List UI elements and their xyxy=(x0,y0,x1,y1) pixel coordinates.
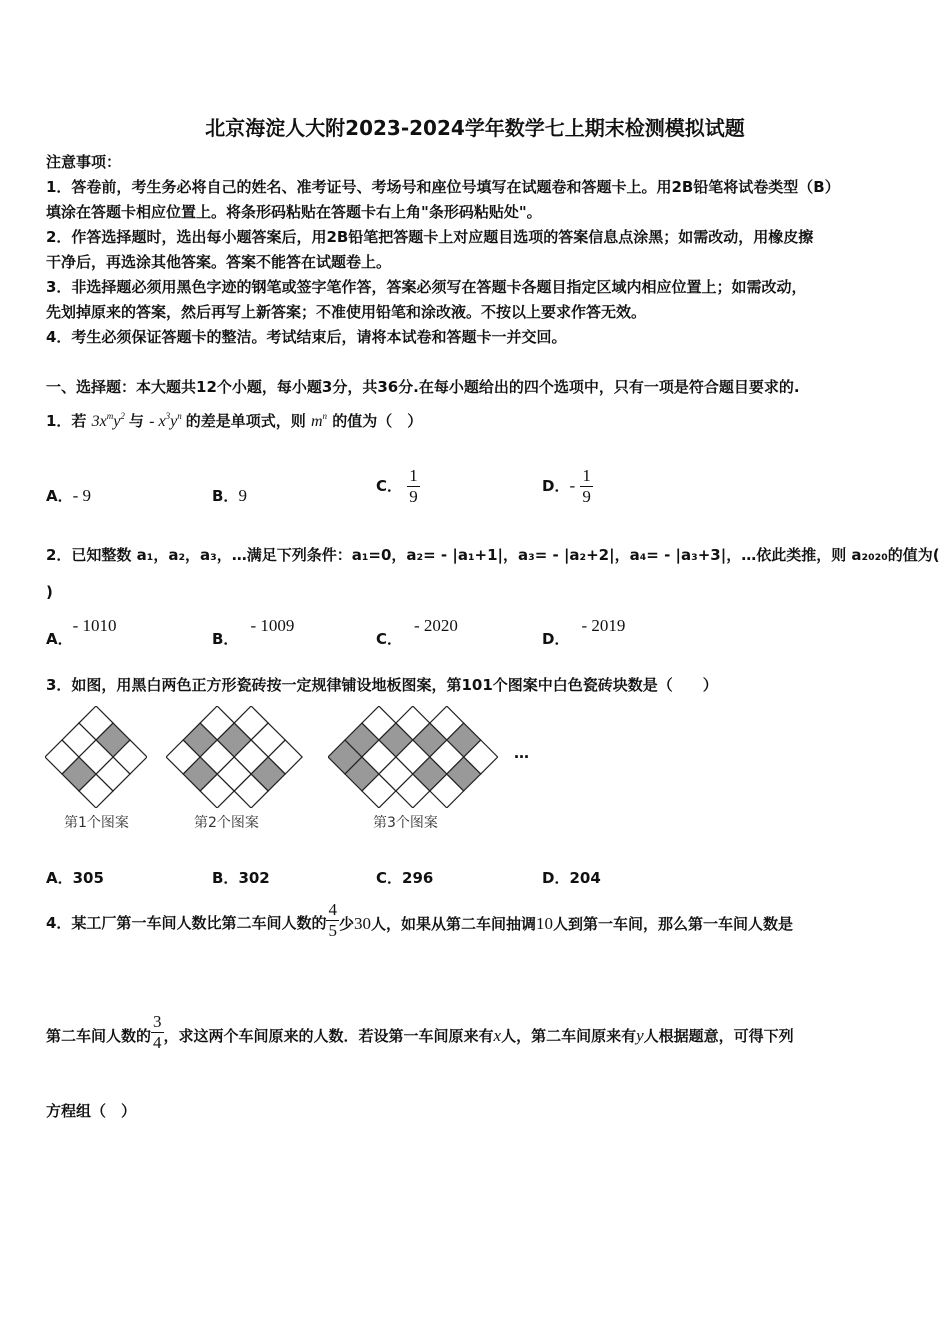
q1-option-b[interactable]: B．9 xyxy=(212,486,247,505)
question-2-stem: 2．已知整数 a₁，a₂，a₃，…满足下列条件：a₁=0，a₂= - |a₁+1|，a₃= - |a₂+2|，a₄= - |a₃+3|，…依此类推，则 a₂₀₂₀的值为( xyxy=(46,546,940,564)
q1-option-d[interactable]: D．- $\frac{1}{9}$ xyxy=(542,466,591,506)
q3-option-a[interactable]: A．305 xyxy=(46,869,104,887)
q2-option-b[interactable]: B．- 1009 xyxy=(212,616,295,648)
pattern-figure-2 xyxy=(166,706,303,808)
pattern-caption-2: 第2个图案 xyxy=(194,815,259,831)
section-heading: 一、选择题：本大题共12个小题，每小题3分，共36分.在每小题给出的四个选项中，只有一项是符合题目要求的. xyxy=(46,378,800,396)
pattern-ellipsis: … xyxy=(514,744,529,762)
question-4-line-1: 4．某工厂第一车间人数比第二车间人数的 $\frac{4}{5}$ 少30人，如果从第二车间抽调10人到第一车间，那么第一车间人数是 xyxy=(46,900,793,940)
notice-line-1: 1．答卷前，考生务必将自己的姓名、准考证号、考场号和座位号填写在试题卷和答题卡上。用2B铅笔将试卷类型（B） xyxy=(46,178,840,196)
question-2-stem-end: ) xyxy=(46,583,53,601)
q1-option-a[interactable]: A．- 9 xyxy=(46,486,92,505)
question-4-line-2: 第二车间人数的 $\frac{3}{4}$ ，求这两个车间原来的人数．若设第一车间原来有x人，第二车间原来有y人根据题意，可得下列 xyxy=(46,1012,794,1052)
notice-heading: 注意事项： xyxy=(46,153,122,171)
question-3-stem: 3．如图，用黑白两色正方形瓷砖按一定规律铺设地板图案，第101个图案中白色瓷砖块数是（ ） xyxy=(46,676,718,694)
q3-option-c[interactable]: C．296 xyxy=(376,869,434,887)
q1-option-c[interactable]: C． $\frac{1}{9}$ xyxy=(376,466,418,506)
pattern-figure-3 xyxy=(328,706,498,808)
question-1-stem: 1．若 $3x^my^2$ 与 - $x^3y^n$ 的差是单项式，则 $m^n$ 的值为（ ） xyxy=(46,411,423,430)
notice-line-2: 填涂在答题卡相应位置上。将条形码粘贴在答题卡右上角"条形码粘贴处"。 xyxy=(46,203,542,221)
notice-line-4: 干净后，再选涂其他答案。答案不能答在试题卷上。 xyxy=(46,253,392,271)
pattern-caption-1: 第1个图案 xyxy=(64,815,129,831)
notice-line-6: 先划掉原来的答案，然后再写上新答案；不准使用铅笔和涂改液。不按以上要求作答无效。 xyxy=(46,303,647,321)
q1-term1: $3x^my^2$ xyxy=(91,411,125,430)
q2-option-a[interactable]: A．- 1010 xyxy=(46,616,117,648)
q3-option-b[interactable]: B．302 xyxy=(212,869,270,887)
q2-option-d[interactable]: D．- 2019 xyxy=(542,616,626,648)
q3-option-d[interactable]: D．204 xyxy=(542,869,601,887)
pattern-figure-1 xyxy=(45,706,147,808)
q2-option-c[interactable]: C．- 2020 xyxy=(376,616,458,648)
pattern-caption-3: 第3个图案 xyxy=(373,815,438,831)
notice-line-5: 3．非选择题必须用黑色字迹的钢笔或签字笔作答，答案必须写在答题卡各题目指定区域内相应位置上；如需改动， xyxy=(46,278,807,296)
q1-term2: - $x^3y^n$ xyxy=(149,411,182,430)
q1-mn: $m^n$ xyxy=(310,411,327,430)
notice-line-3: 2．作答选择题时，选出每小题答案后，用2B铅笔把答题卡上对应题目选项的答案信息点涂黑；如需改动，用橡皮擦 xyxy=(46,228,814,246)
question-4-line-3: 方程组（ ） xyxy=(46,1102,137,1120)
page-title: 北京海淀人大附2023-2024学年数学七上期末检测模拟试题 xyxy=(205,116,745,140)
notice-line-7: 4．考生必须保证答题卡的整洁。考试结束后，请将本试卷和答题卡一并交回。 xyxy=(46,328,567,346)
